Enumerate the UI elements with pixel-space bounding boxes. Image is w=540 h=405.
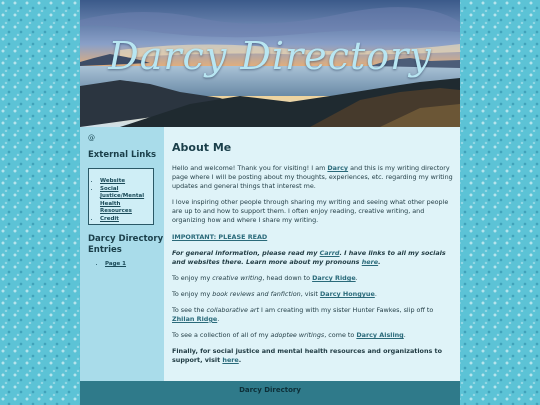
resources-paragraph (172, 347, 454, 365)
credit-link[interactable]: Credit (100, 215, 119, 222)
external-links-heading: External Links (88, 150, 157, 160)
general-info-paragraph (172, 249, 454, 267)
page-1-link[interactable]: Page 1 (105, 261, 127, 267)
text: To see a collection of all of my (172, 331, 271, 339)
text: collaborative art (206, 306, 259, 314)
text: creative writing (212, 274, 263, 282)
text: I am creating with my sister Hunter Fawkes, slip off to (259, 306, 434, 314)
list-item (100, 216, 153, 224)
text: For general information, please read my (172, 249, 320, 257)
darcy-hongyue-link[interactable]: Darcy Hongyue (319, 290, 375, 298)
entries-heading: Darcy Directory Entries (88, 234, 164, 255)
text: Hello and welcome! Thank you for visiting! I am (172, 164, 328, 172)
text: Finally, for social justice and mental health resources and organizations to support, visit (172, 347, 442, 364)
carrd-link[interactable]: Carrd (319, 249, 340, 257)
zhilan-ridge-link[interactable]: Zhilan Ridge (172, 314, 218, 323)
text: . (238, 355, 242, 364)
main-content (164, 127, 460, 381)
list-item (105, 261, 126, 269)
about-paragraph: I love inspiring other people through sharing my writing and seeing what other people are up to and how to support them. I often enjoy reading, creative writing, and organizing how and where I share my writing. (172, 198, 449, 224)
text: , head down to (262, 274, 313, 282)
list-item (100, 178, 153, 186)
text: . (378, 257, 381, 266)
text: adoptee writings (270, 331, 325, 339)
text: To enjoy my (172, 290, 213, 298)
text: To enjoy my (172, 274, 213, 282)
text: . I have links to all my socials and websites there. Learn more about my pronouns (172, 249, 446, 266)
darcy-link[interactable]: Darcy (327, 164, 349, 172)
adoptee-writings-paragraph (172, 331, 454, 340)
entries-list (94, 261, 126, 269)
text: . (217, 314, 220, 323)
text: and this is my writing directory page where I will be posting about my thoughts, experiences, etc. regarding my writing updates and general things that interest me. (172, 164, 453, 190)
important-paragraph (172, 233, 454, 242)
book-reviews-paragraph (172, 290, 454, 299)
important-link[interactable]: IMPORTANT: PLEASE READ (172, 233, 268, 241)
text: To see the (172, 306, 207, 314)
pronouns-link[interactable]: here (361, 257, 379, 266)
darcy-ridge-link[interactable]: Darcy Ridge (312, 274, 356, 282)
page-title: About Me (172, 141, 232, 154)
darcy-aisling-link[interactable]: Darcy Aisling (356, 331, 404, 339)
banner-title: Darcy Directory (108, 34, 432, 78)
footer: Darcy Directory (80, 381, 460, 405)
text: book reviews and fanfiction (212, 290, 301, 298)
list-item (100, 186, 153, 216)
page-frame (80, 0, 460, 405)
intro-paragraph (172, 164, 454, 190)
text: , come to (324, 331, 357, 339)
external-links-box (88, 168, 154, 225)
creative-writing-paragraph (172, 274, 454, 283)
header-banner (80, 0, 460, 127)
at-symbol: @ (88, 134, 95, 142)
sidebar (80, 127, 164, 381)
resources-link[interactable]: here (222, 355, 239, 364)
collaborative-art-paragraph (172, 306, 454, 324)
text: . (355, 274, 358, 282)
social-justice-link[interactable]: Social Justice/Mental Health Resources (100, 185, 145, 214)
text: , visit (300, 290, 320, 298)
text: . (374, 290, 377, 298)
text: . (403, 331, 406, 339)
website-link[interactable]: Website (100, 178, 126, 184)
